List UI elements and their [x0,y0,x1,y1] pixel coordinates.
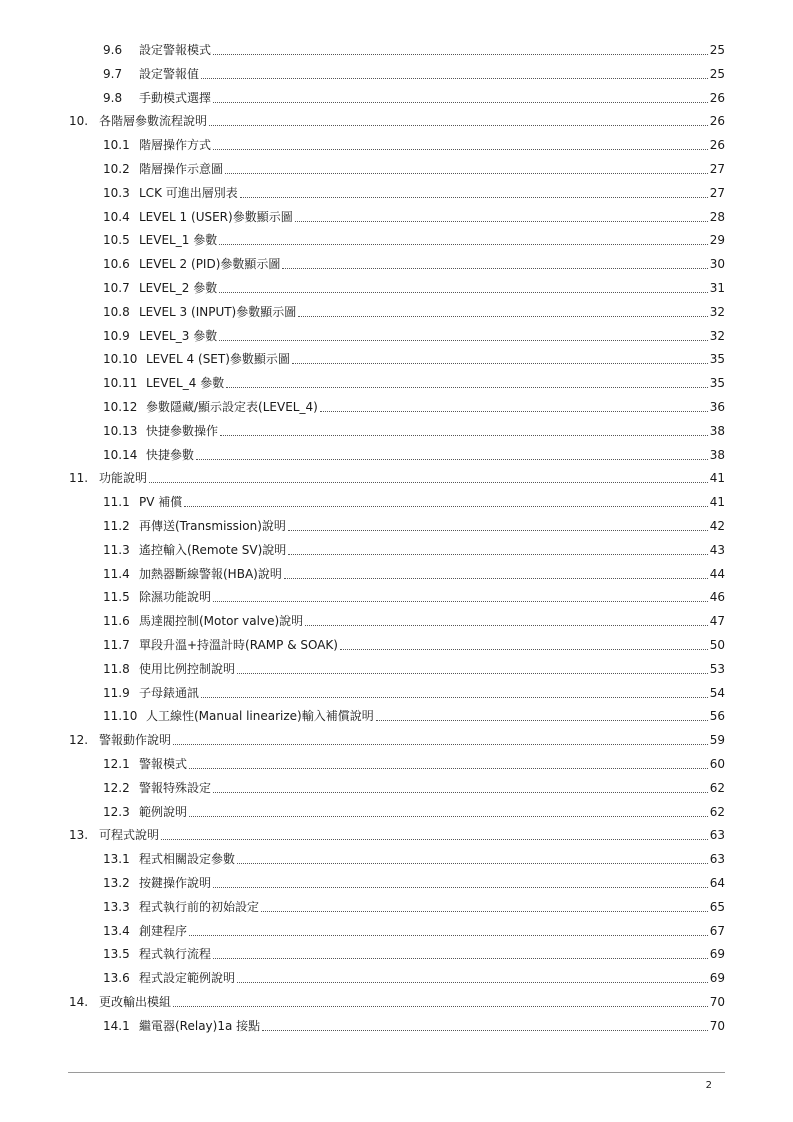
toc-entry-title: LEVEL 2 (PID)參數顯示圖 [139,257,281,272]
toc-entry-page: 31 [709,281,725,295]
toc-section-entry[interactable] [103,704,725,724]
toc-entry-page: 70 [709,1018,725,1033]
toc-section-entry[interactable] [103,228,725,248]
toc-entry-title: 馬達閥控制(Motor valve)說明 [139,614,304,629]
toc-entry-title: 功能說明 [99,471,148,486]
toc-entry-page: 29 [709,233,725,248]
toc-entry-page: 69 [709,947,725,962]
toc-section-entry[interactable] [103,38,725,58]
toc-dot-leader [209,125,708,126]
toc-entry-title: 程式執行前的初始設定 [139,899,260,914]
toc-entry-page: 46 [709,590,725,605]
toc-section-entry[interactable] [103,633,725,653]
toc-entry-title: 手動模式選擇 [139,90,212,105]
toc-entry-title: 再傳送(Transmission)說明 [139,519,286,533]
toc-entry-number: 11.6 [103,614,130,629]
toc-chapter-entry[interactable] [69,109,725,129]
toc-entry-number: 13.1 [103,852,130,867]
toc-dot-leader [213,149,708,150]
toc-dot-leader [262,1030,708,1031]
page-number: 2 [705,1080,712,1091]
toc-dot-leader [213,601,708,602]
toc-entry-title: 除濕功能說明 [139,590,212,605]
toc-entry-title: LEVEL_2 參數 [139,281,218,295]
toc-dot-leader [288,554,708,555]
toc-entry-page: 65 [709,899,725,914]
toc-entry-number: 10.10 [103,352,138,367]
toc-section-entry[interactable] [103,681,725,701]
toc-entry-number: 10.9 [103,328,130,343]
toc-entry-page: 35 [709,352,725,367]
toc-dot-leader [149,482,708,483]
toc-entry-number: 10.8 [103,304,130,319]
toc-entry-page: 54 [709,685,725,700]
toc-entry-number: 10.4 [103,209,130,224]
toc-entry-page: 70 [709,995,725,1009]
toc-entry-number: 12.3 [103,804,130,819]
toc-dot-leader [189,816,708,817]
toc-entry-page: 41 [709,495,725,510]
toc-dot-leader [261,911,708,912]
toc-entry-number: 13.6 [103,971,130,986]
toc-entry-page: 36 [709,400,725,414]
toc-entry-page: 25 [709,66,725,81]
toc-dot-leader [237,863,708,864]
toc-dot-leader [237,982,708,983]
toc-dot-leader [376,720,708,721]
toc-section-entry[interactable] [103,205,725,225]
toc-entry-number: 10.5 [103,233,130,248]
toc-entry-title: 快捷參數 [146,447,195,462]
toc-entry-number: 11. [69,471,89,486]
toc-dot-leader [220,435,708,436]
toc-dot-leader [240,197,708,198]
toc-dot-leader [184,506,708,507]
toc-entry-title: LEVEL 3 (INPUT)參數顯示圖 [139,304,297,319]
toc-entry-title: LCK 可進出層別表 [139,185,238,200]
toc-section-entry[interactable] [103,347,725,367]
toc-section-entry[interactable] [103,157,725,177]
toc-dot-leader [173,744,708,745]
toc-entry-page: 30 [709,257,725,272]
toc-section-entry[interactable] [103,538,725,558]
toc-entry-title: 可程式說明 [99,828,160,843]
toc-entry-number: 10.13 [103,423,138,438]
toc-entry-page: 67 [709,923,725,938]
toc-section-entry[interactable] [103,776,725,796]
toc-entry-page: 32 [709,304,725,319]
toc-entry-title: 使用比例控制說明 [139,661,236,676]
toc-entry-page: 42 [709,519,725,533]
toc-section-entry[interactable] [103,609,725,629]
toc-entry-number: 11.10 [103,709,138,724]
toc-entry-page: 32 [709,328,725,343]
toc-entry-number: 10.3 [103,185,130,200]
toc-dot-leader [201,78,708,79]
toc-dot-leader [189,935,708,936]
toc-entry-number: 11.8 [103,661,130,676]
toc-entry-number: 13.3 [103,899,130,914]
toc-dot-leader [213,54,708,55]
toc-entry-page: 50 [709,638,725,652]
toc-dot-leader [173,1006,708,1007]
toc-dot-leader [219,244,708,245]
toc-entry-page: 63 [709,828,725,843]
toc-entry-number: 12.1 [103,757,130,771]
toc-entry-title: 單段升溫+持溫計時(RAMP & SOAK) [139,638,338,652]
toc-entry-title: LEVEL 4 (SET)參數顯示圖 [146,352,290,367]
toc-entry-number: 12.2 [103,780,130,795]
toc-section-entry[interactable] [103,300,725,320]
toc-entry-title: 參數隱藏/顯示設定表(LEVEL_4) [146,400,318,414]
toc-entry-title: 設定警報值 [139,66,200,81]
toc-entry-number: 9.7 [103,66,123,81]
toc-dot-leader [225,173,708,174]
toc-entry-page: 26 [709,138,725,153]
toc-entry-title: 警報特殊設定 [139,780,212,795]
toc-entry-title: 更改輸出模組 [99,995,172,1009]
toc-entry-number: 10. [69,114,89,129]
toc-section-entry[interactable] [103,752,725,772]
toc-entry-title: PV 補償 [139,495,183,510]
toc-entry-page: 69 [709,971,725,986]
toc-section-entry[interactable] [103,181,725,201]
toc-dot-leader [219,292,708,293]
toc-entry-number: 13.2 [103,876,130,890]
toc-entry-page: 35 [709,376,725,391]
toc-section-entry[interactable] [103,919,725,939]
toc-entry-number: 14.1 [103,1018,130,1033]
toc-entry-title: 快捷參數操作 [146,423,219,438]
toc-entry-title: 按鍵操作說明 [139,876,212,890]
toc-section-entry[interactable] [103,895,725,915]
toc-entry-number: 10.11 [103,376,138,391]
toc-entry-number: 9.6 [103,43,123,57]
toc-entry-title: 程式設定範例說明 [139,971,236,986]
toc-entry-number: 10.2 [103,162,130,176]
toc-chapter-entry[interactable] [69,728,725,748]
toc-chapter-entry[interactable] [69,990,725,1010]
toc-dot-leader [161,839,708,840]
toc-entry-number: 9.8 [103,90,123,105]
toc-entry-title: 加熱器斷線警報(HBA)說明 [139,566,282,581]
toc-entry-title: LEVEL_3 參數 [139,328,218,343]
toc-section-entry[interactable] [103,133,725,153]
toc-entry-title: 警報動作說明 [99,733,172,748]
toc-entry-number: 11.5 [103,590,130,605]
toc-entry-number: 13. [69,828,89,843]
toc-section-entry[interactable] [103,871,725,891]
toc-entry-page: 28 [709,209,725,224]
toc-entry-title: LEVEL_4 參數 [146,376,225,391]
toc-dot-leader [295,221,708,222]
toc-dot-leader [305,625,708,626]
toc-dot-leader [282,268,708,269]
toc-dot-leader [201,697,708,698]
toc-dot-leader [237,673,708,674]
toc-entry-title: 階層操作方式 [139,138,212,153]
toc-chapter-entry[interactable] [69,466,725,486]
toc-section-entry[interactable] [103,324,725,344]
toc-entry-page: 25 [709,43,725,57]
toc-dot-leader [219,340,708,341]
toc-section-entry[interactable] [103,371,725,391]
toc-dot-leader [340,649,708,650]
toc-section-entry[interactable] [103,490,725,510]
toc-entry-number: 11.9 [103,685,130,700]
footer-divider [68,1072,725,1073]
toc-chapter-entry[interactable] [69,823,725,843]
toc-entry-title: 程式相關設定參數 [139,852,236,867]
toc-entry-number: 10.14 [103,447,138,462]
toc-dot-leader [288,530,708,531]
toc-section-entry[interactable] [103,514,725,534]
toc-entry-page: 26 [709,114,725,129]
toc-entry-page: 38 [709,423,725,438]
toc-entry-page: 63 [709,852,725,867]
toc-entry-page: 43 [709,542,725,557]
toc-dot-leader [213,792,708,793]
toc-entry-page: 53 [709,661,725,676]
toc-entry-number: 13.5 [103,947,130,962]
toc-entry-title: LEVEL 1 (USER)參數顯示圖 [139,209,293,224]
toc-section-entry[interactable] [103,395,725,415]
toc-section-entry[interactable] [103,847,725,867]
toc-entry-title: 各階層參數流程說明 [99,114,208,129]
toc-entry-title: 範例說明 [139,804,188,819]
toc-section-entry[interactable] [103,419,725,439]
toc-entry-page: 41 [709,471,725,486]
toc-entry-title: 創建程序 [139,923,188,938]
toc-entry-number: 10.12 [103,400,138,414]
toc-entry-number: 12. [69,733,89,748]
toc-entry-number: 10.1 [103,138,130,153]
toc-entry-number: 11.7 [103,638,130,652]
toc-entry-number: 11.3 [103,542,130,557]
toc-entry-title: 繼電器(Relay)1a 接點 [139,1018,261,1033]
toc-entry-page: 27 [709,162,725,176]
toc-entry-title: 子母錶通訊 [139,685,200,700]
toc-entry-page: 26 [709,90,725,105]
toc-dot-leader [213,102,708,103]
toc-entry-number: 10.7 [103,281,130,295]
toc-entry-page: 38 [709,447,725,462]
toc-entry-page: 60 [709,757,725,771]
toc-entry-number: 14. [69,995,89,1009]
toc-dot-leader [189,768,708,769]
toc-entry-page: 62 [709,780,725,795]
toc-section-entry[interactable] [103,62,725,82]
toc-entry-title: LEVEL_1 參數 [139,233,218,248]
toc-dot-leader [213,958,708,959]
toc-section-entry[interactable] [103,252,725,272]
toc-entry-title: 階層操作示意圖 [139,162,224,176]
toc-dot-leader [284,578,708,579]
toc-section-entry[interactable] [103,443,725,463]
toc-entry-page: 64 [709,876,725,890]
toc-entry-number: 13.4 [103,923,130,938]
toc-entry-title: 程式執行流程 [139,947,212,962]
toc-entry-title: 遙控輸入(Remote SV)說明 [139,542,287,557]
toc-entry-title: 人工線性(Manual linearize)輸入補償說明 [146,709,374,724]
toc-section-entry[interactable] [103,657,725,677]
toc-entry-page: 59 [709,733,725,748]
toc-entry-number: 10.6 [103,257,130,272]
toc-entry-page: 44 [709,566,725,581]
toc-entry-number: 11.4 [103,566,130,581]
toc-entry-page: 47 [709,614,725,629]
toc-section-entry[interactable] [103,942,725,962]
toc-entry-title: 警報模式 [139,757,188,771]
toc-section-entry[interactable] [103,562,725,582]
toc-entry-page: 56 [709,709,725,724]
toc-section-entry[interactable] [103,1014,725,1034]
toc-entry-page: 27 [709,185,725,200]
toc-entry-page: 62 [709,804,725,819]
toc-dot-leader [320,411,708,412]
toc-section-entry[interactable] [103,800,725,820]
toc-entry-number: 11.2 [103,519,130,533]
toc-section-entry[interactable] [103,585,725,605]
toc-dot-leader [213,887,708,888]
toc-dot-leader [226,387,708,388]
toc-section-entry[interactable] [103,86,725,106]
toc-entry-title: 設定警報模式 [139,43,212,57]
toc-section-entry[interactable] [103,276,725,296]
toc-dot-leader [196,459,708,460]
toc-dot-leader [292,363,708,364]
toc-section-entry[interactable] [103,966,725,986]
toc-entry-number: 11.1 [103,495,130,510]
toc-dot-leader [298,316,708,317]
